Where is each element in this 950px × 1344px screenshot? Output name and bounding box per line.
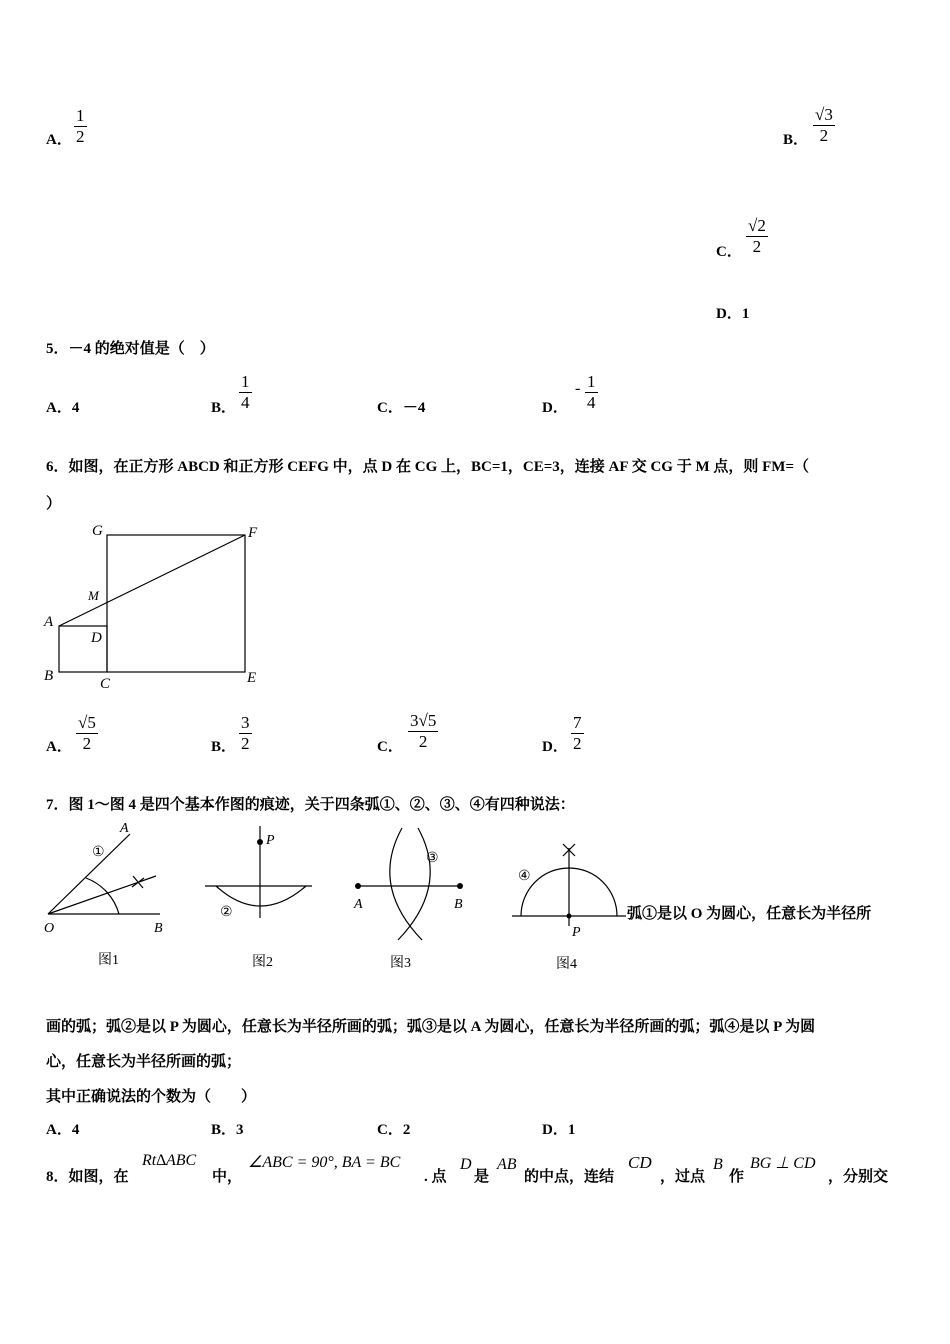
q8-text-1: 中，	[212, 1169, 243, 1185]
q6-option-a-label: A．	[46, 739, 72, 755]
denominator: 4	[587, 393, 596, 412]
label-c: C	[100, 676, 111, 692]
q6-figure	[40, 518, 270, 693]
q7-option-c: C．2	[377, 1122, 411, 1138]
q8-math-condition: ∠ABC = 90°, BA = BC	[248, 1154, 401, 1171]
q7-question: 其中正确说法的个数为（ ）	[46, 1089, 257, 1105]
fig3-point-b	[457, 883, 463, 889]
q8-math-cd: CD	[628, 1153, 652, 1172]
label-b: B	[44, 668, 54, 684]
fig1-label-b: B	[154, 921, 163, 936]
numerator: 1	[76, 106, 85, 125]
q5-option-d-label: D．	[542, 400, 568, 416]
q7-option-d: D．1	[542, 1122, 576, 1138]
radicand: 5	[87, 713, 96, 732]
q5-option-b-label: B．	[211, 400, 237, 416]
q7-option-b: B．3	[211, 1122, 244, 1138]
sqrt-symbol: √	[418, 711, 428, 730]
fig2-point-p	[257, 839, 263, 845]
q5-option-d-sign: -	[575, 380, 581, 397]
q8-text-6: 作	[729, 1169, 745, 1185]
label-a: A	[44, 614, 54, 630]
fig4-arc-label: ④	[518, 869, 531, 884]
denominator: 2	[76, 127, 85, 146]
q6-option-b-label: B．	[211, 739, 237, 755]
sqrt-symbol: √	[748, 216, 758, 235]
q8-math-triangle: Rt∆ABC	[142, 1152, 197, 1169]
q6-option-d-fraction	[571, 713, 584, 754]
denominator: 4	[241, 393, 250, 412]
q6-option-c-label: C．	[377, 739, 403, 755]
line-af	[59, 535, 245, 626]
fig1-label-o: O	[44, 921, 55, 936]
numerator	[746, 216, 768, 236]
q4-option-c-fraction	[746, 216, 768, 257]
q8-math-ab: AB	[497, 1156, 517, 1173]
label-g: G	[92, 523, 103, 539]
q7-figures	[40, 818, 630, 978]
fig2-caption: 图2	[252, 955, 273, 970]
q8-math-perp: BG ⊥ CD	[750, 1155, 816, 1172]
q5-option-a: A．4	[46, 400, 80, 416]
fig3-label-b: B	[454, 897, 463, 912]
q4-option-b-fraction	[813, 105, 835, 146]
numerator	[76, 713, 98, 733]
fig2-label-p: P	[266, 833, 275, 848]
label-m: M	[88, 588, 99, 603]
denominator: 2	[813, 125, 835, 146]
q5-option-d-fraction	[585, 372, 598, 413]
numerator	[408, 711, 438, 731]
q7-line2: 画的弧；弧②是以 P 为圆心，任意长为半径所画的弧；弧③是以 A 为圆心，任意长为半径所画的弧；弧④是以 P 为圆	[46, 1019, 816, 1035]
q8-math-d: D	[460, 1156, 472, 1173]
q8-prefix: 8．如图，在	[46, 1169, 129, 1185]
q6-option-d-label: D．	[542, 739, 568, 755]
numerator: 1	[241, 372, 250, 391]
denominator: 2	[241, 734, 250, 753]
q6-option-c-fraction	[408, 711, 438, 752]
q4-option-b-label: B．	[783, 132, 809, 148]
q4-option-a-label: A．	[46, 132, 72, 148]
label-d: D	[91, 630, 102, 646]
label-f: F	[248, 525, 258, 541]
sqrt-symbol: √	[78, 713, 88, 732]
fig4-label-p: P	[572, 925, 581, 940]
radicand: 3	[824, 105, 833, 124]
q5-option-b-fraction	[239, 372, 252, 413]
coefficient: 3	[410, 711, 419, 730]
q7-option-a: A．4	[46, 1122, 80, 1138]
q8-text-2: . 点	[424, 1169, 447, 1185]
numerator: 3	[241, 713, 250, 732]
q6-stem-line1: 6．如图，在正方形 ABCD 和正方形 CEFG 中，点 D 在 CG 上，BC=1，CE=3，连接 AF 交 CG 于 M 点，则 FM=（	[46, 459, 809, 475]
q7-stem: 7．图 1～图 4 是四个基本作图的痕迹，关于四条弧①、②、③、④有四种说法：	[46, 797, 575, 813]
fig3-label-a: A	[354, 897, 363, 912]
fig1-arc-label: ①	[92, 845, 105, 860]
fig4-caption: 图4	[556, 957, 577, 972]
denominator: 2	[746, 236, 768, 257]
q8-text-3: 是	[474, 1169, 490, 1185]
q7-inline-text: 弧①是以 O 为圆心，任意长为半径所	[627, 906, 872, 922]
fig1-label-a: A	[120, 821, 129, 836]
q8-math-b: B	[713, 1156, 723, 1173]
sqrt-symbol: √	[815, 105, 825, 124]
fig4-point-p	[567, 914, 572, 919]
denominator: 2	[408, 731, 438, 752]
q7-line3: 心，任意长为半径所画的弧；	[46, 1054, 242, 1070]
q5-stem: 5．－4 的绝对值是（ ）	[46, 341, 215, 357]
q5-option-c: C．－4	[377, 400, 426, 416]
q8-text-4: 的中点，连结	[524, 1169, 615, 1185]
q4-option-a-fraction	[74, 106, 87, 147]
fig3-arc-label: ③	[426, 851, 439, 866]
radicand: 5	[427, 711, 437, 730]
q4-option-c-label: C．	[716, 244, 742, 260]
fig1-caption: 图1	[98, 953, 119, 968]
denominator: 2	[573, 734, 582, 753]
q8-text-5: ，过点	[660, 1169, 706, 1185]
q8-text-7: ，分别交	[828, 1169, 889, 1185]
square-cefg	[107, 535, 245, 672]
q6-option-b-fraction	[239, 713, 252, 754]
fig2-arc-label: ②	[220, 905, 233, 920]
q4-option-d: D．1	[716, 306, 750, 322]
numerator	[813, 105, 835, 125]
numerator: 1	[587, 372, 596, 391]
radicand: 2	[757, 216, 766, 235]
label-e: E	[247, 670, 257, 686]
q6-stem-line2: ）	[46, 496, 62, 512]
fig3-caption: 图3	[390, 956, 411, 971]
q6-option-a-fraction	[76, 713, 98, 754]
figure-3	[358, 828, 460, 940]
denominator: 2	[76, 733, 98, 754]
numerator: 7	[573, 713, 582, 732]
fig3-point-a	[355, 883, 361, 889]
